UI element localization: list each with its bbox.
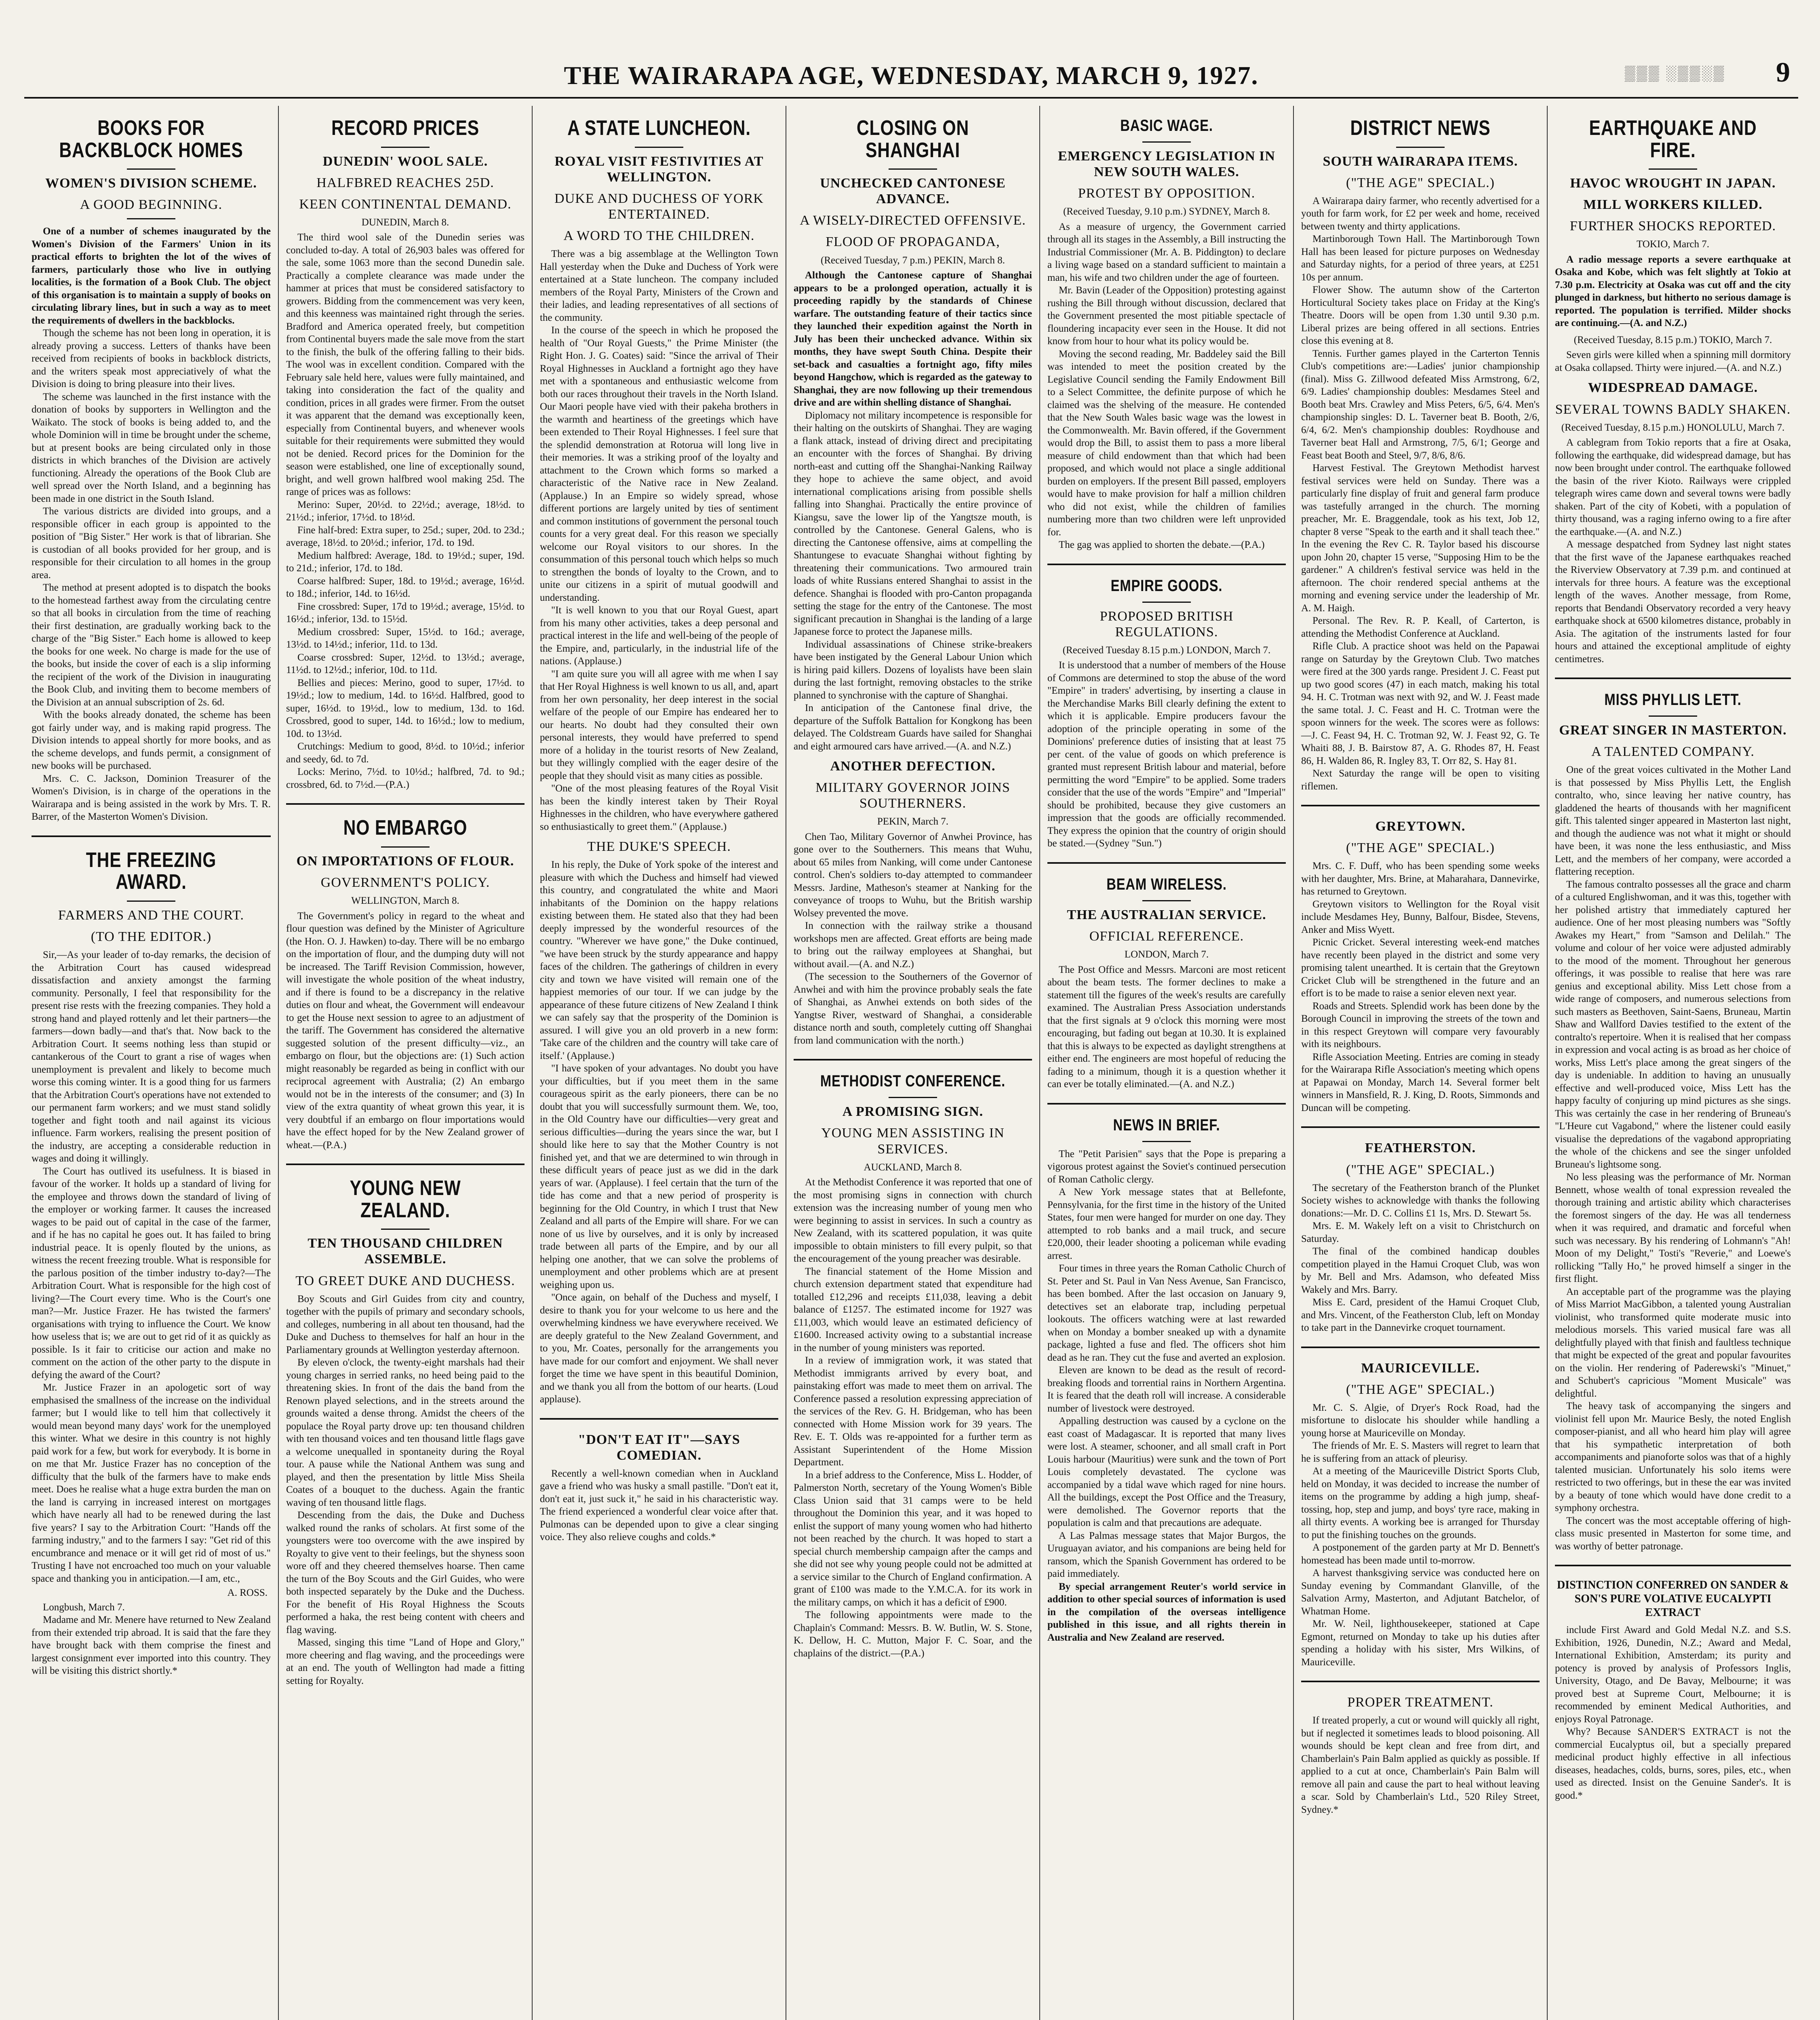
paragraph: A New York message states that at Bellefonte, Pennsylvania, for the first time in the history of the United States, four men were hanged for murder on one day. They attempted to rob banks and a mail truck, and secure £20,000, their leader shooting a policeman while evading arrest. bbox=[1047, 1187, 1286, 1261]
advertisement-text: include First Award and Gold Medal N.Z. and S.S. Exhibition, 1926, Dunedin, N.Z.; Award and Medal, International Exhibition, Amsterdam; its purity and potency is proved by analysis of Professors Inglis, University, Otago, and De Bavay, Melbourne; it was proved best at Supreme Court, Melbourne; it is recommended by eminent Medical Authorities, and enjoys Royal Patronage. bbox=[1555, 1624, 1791, 1725]
page-number: 9 bbox=[1776, 57, 1790, 88]
subheadline: GREYTOWN. bbox=[1375, 819, 1466, 834]
paragraph: Rifle Association Meeting. Entries are coming in steady for the Wairarapa Rifle Association's meeting which opens at Papawai on Monday, March 14. Several former belt winners in Mansfield, R. J. King, D. Roots, Simmonds and Duncan will be competing. bbox=[1301, 1051, 1540, 1113]
paragraph: A radio message reports a severe earthquake at Osaka and Kobe, which was felt slightly at Tokio at 7.30 p.m. Electricity at Osaka was cut off and the city plunged in darkness, but hitherto no serious damage is reported. The population is terrified. Milder shocks are continuing.—(A. and N.Z.) bbox=[1555, 254, 1791, 329]
paragraph: In anticipation of the Cantonese final drive, the departure of the Suffolk Battalion for Kongkong has been delayed. The Coldstream Guards have sailed for Shanghai and eight armoured cars have arrived.—(A. and N.Z.) bbox=[794, 703, 1032, 752]
dateline: LONDON, March 7. bbox=[1124, 949, 1209, 960]
section-divider bbox=[1555, 1565, 1791, 1566]
subheadline: FEATHERSTON. bbox=[1365, 1140, 1476, 1156]
paragraph: Mrs. E. M. Wakely left on a visit to Christchurch on Saturday. bbox=[1301, 1220, 1540, 1244]
paragraph: Individual assassinations of Chinese strike-breakers have been instigated by the General Labour Union which is hiring paid killers. Dozens of loyalists have been slain during the last fortnight, removing obstacles to the strike planned to synchronise with the capture of Shanghai. bbox=[794, 639, 1032, 701]
paragraph: Locks: Merino, 7½d. to 10½d.; halfbred, 7d. to 9d.; crossbred, 6d. to 7½d.—(P.A.) bbox=[286, 766, 525, 790]
paragraph: At the Methodist Conference it was reported that one of the most promising signs in connection with church extension was the increasing number of young men who were beginning to assist in services. In such a country as New Zealand, with its scattered population, it was quite impossible to obtain ministers to fill every pulpit, so that the encouragement of the young preacher was desirable. bbox=[794, 1177, 1032, 1265]
subheadline: KEEN CONTINENTAL DEMAND. bbox=[299, 196, 512, 212]
paragraph: A cablegram from Tokio reports that a fire at Osaka, following the earthquake, did widespread damage, but has now been brought under control. The earthquake followed the basin of the river Kioto. Railways were crippled telegraph wires came down and several towns were badly shaken. Part of the city of Kobeti, with a population of thirty thousand, was a raging inferno owing to a fire after the earthquake.—(A. and N.Z.) bbox=[1555, 437, 1791, 537]
subheadline: EMERGENCY LEGISLATION IN NEW SOUTH WALES. bbox=[1058, 149, 1275, 180]
paragraph: Personal. The Rev. R. P. Keall, of Carterton, is attending the Methodist Conference at Auckland. bbox=[1301, 615, 1540, 639]
subheadline: A GOOD BEGINNING. bbox=[80, 197, 223, 213]
paragraph: A Las Palmas message states that Major Burgos, the Uruguayan aviator, and his companions are being held for ransom, which the Spanish Government has ordered to be paid immediately. bbox=[1047, 1530, 1286, 1580]
section-divider bbox=[32, 835, 271, 837]
divider bbox=[635, 147, 683, 148]
headline: NO EMBARGO bbox=[343, 816, 468, 840]
paragraph: Madame and Mr. Menere have returned to New Zealand from their extended trip abroad. It is said that the fare they have brought back with them comprise the finest and largest consignment ever imported into this country. They will be visiting this district shortly.* bbox=[32, 1614, 271, 1677]
subheadline: A WISELY-DIRECTED OFFENSIVE. bbox=[800, 213, 1026, 228]
masthead bbox=[24, 57, 1798, 101]
subheadline: ROYAL VISIT FESTIVITIES AT WELLINGTON. bbox=[554, 154, 764, 185]
subheadline: GOVERNMENT'S POLICY. bbox=[320, 875, 490, 890]
paragraph: Appalling destruction was caused by a cyclone on the east coast of Madagascar. It is reported that many lives were lost. A steamer, schooner, and all small craft in Port Louis harbour (Mauritius) were sunk and the town of Port Louis completely devastated. The cyclone was accompanied by a tidal wave which raged for nine hours. All the buildings, except the Post Office and the Treasury, were demolished. The Governor reports that the population is calm and that precautions are adequate. bbox=[1047, 1416, 1286, 1529]
dateline: (Received Tuesday, 9.10 p.m.) SYDNEY, March 8. bbox=[1063, 206, 1270, 217]
subheadline: SEVERAL TOWNS BADLY SHAKEN. bbox=[1555, 402, 1791, 417]
paragraph: Martinborough Town Hall. The Martinborough Town Hall has been leased for picture purposes on Wednesday and Saturday nights, for a period of three years, at £251 10s per annum. bbox=[1301, 234, 1540, 283]
headline: NEWS IN BRIEF. bbox=[1113, 1116, 1220, 1134]
subheadline: HALFBRED REACHES 25D. bbox=[316, 175, 494, 190]
paragraph: The heavy task of accompanying the singers and violinist fell upon Mr. Maurice Besly, the noted English composer-pianist, and all who heard him play will agree that his sympathetic interpretation of both accompaniments and pianoforte solos was that of a highly talented musician. Unfortunately his solo items were restricted to two offerings, but in these the ear was invited by a beauty of tone which would have done credit to a symphony orchestra. bbox=[1555, 1401, 1791, 1514]
divider bbox=[889, 168, 937, 170]
subheadline: HAVOC WROUGHT IN JAPAN. bbox=[1570, 176, 1776, 191]
subheadline: TEN THOUSAND CHILDREN ASSEMBLE. bbox=[308, 1236, 503, 1267]
paragraph: Mr. Justice Frazer in an apologetic sort of way emphasised the smallness of the increase on the individual farmer; but I would like to tell him that collectively it would mean beyond many days' work for the unemployed this winter. What we desire in this country is not highly paid work for a few, but work for everybody. It is borne in on me that Mr. Justice Frazer has no conception of the difficulty that the bulk of the farmers have to make ends meet. Does he realise what a huge extra burden the man on the land is carrying in increased interest on mortgages which have nearly all had to be renewed during the last five years? I say to the Arbitration Court: "Hands off the farming industry," and to the farmers I say: "Get rid of this encumbrance and menace or it will get rid of most of us." Trusting I have not encroached too much on your valuable space and thanking you in anticipation.—I am, etc., bbox=[32, 1382, 271, 1584]
paragraph: The financial statement of the Home Mission and church extension department stated that expenditure had totalled £12,296 and receipts £11,038, leaving a debit balance of £1257. The estimated income for 1927 was £11,003, which would leave an estimated deficiency of £1600. Increased activity owing to a substantial increase in the number of young ministers was reported. bbox=[794, 1266, 1032, 1353]
paragraph: An acceptable part of the programme was the playing of Miss Marriot MacGibbon, a talented young Australian violinist, who transformed quite moderate music into melodious morsels. This varied musical fare was all delightfully played with that finish and faultless technique that might be expected of the great and popular favourites on the violin. Her rendering of Paderewski's "Minuet," and Schubert's capricious "Moment Musicale" was delightful. bbox=[1555, 1286, 1791, 1399]
paragraph: "Once again, on behalf of the Duchess and myself, I desire to thank you for your welcome to us here and the overwhelming kindness we have everywhere received. We are deeply grateful to the New Zealand Government, and to you, Mr. Coates, personally for the arrangements you have made for our comfort and enjoyment. We shall never forget the time we have spent in this beautiful Dominion, and we thank you all from the bottom of our hearts. (Loud applause). bbox=[540, 1292, 778, 1405]
divider bbox=[381, 846, 430, 848]
paragraph: It is understood that a number of members of the House of Commons are determined to stop the abuse of the word "Empire" in traders' advertising, by inserting a clause in the Merchandise Marks Bill clearly defining the extent to which it is applicable. Empire producers favour the adoption of the principle operating in some of the Dominions' preference duties of insisting that at least 75 per cent. of the value of goods on which preference is granted must represent British labour and material, before permitting the word "Empire" to be applied. Some traders consider that the use of the words "Empire" and "Imperial" should be prohibited, because they give customers an impression that the goods are officially recommended. They express the opinion that the country of origin should be stated.—(Sydney "Sun.") bbox=[1047, 660, 1286, 849]
column-3 bbox=[532, 106, 786, 2020]
headline: RECORD PRICES bbox=[331, 116, 480, 140]
subheadline: UNCHECKED CANTONESE ADVANCE. bbox=[820, 176, 1006, 207]
dateline: DUNEDIN, March 8. bbox=[361, 217, 449, 228]
subheadline: A WORD TO THE CHILDREN. bbox=[563, 228, 755, 243]
paragraph: The Court has outlived its usefulness. It is biased in favour of the worker. It holds up a standard of living for the employee and throws down the standard of living of the employer or working farmer. It causes the increased wages to be paid out of capital in the case of the farmer, and if he has no capital he goes out. It has failed to bring industrial peace. It is openly flouted by the unions, as witness the recent freezing trouble. What is responsible for the parlous position of the timber industry to-day?—The Arbitration Court. What is responsible for the high cost of living?—The Court every time. Who is the Court's one man?—Mr. Justice Frazer. He has twisted the farmers' organisations with trying to influence the Court. We know how useless that is; we are out to get rid of it as quickly as possible. Is it fair to criticise our action and make no comment on the action of the other party to the dispute in defying the award of the Court? bbox=[32, 1166, 271, 1380]
divider bbox=[1142, 900, 1191, 901]
paragraph: A Wairarapa dairy farmer, who recently advertised for a youth for farm work, for £2 per week and home, received between twenty and thirty applications. bbox=[1301, 195, 1540, 232]
headline: MISS PHYLLIS LETT. bbox=[1604, 691, 1742, 709]
divider bbox=[1142, 141, 1191, 143]
subheadline: (TO THE EDITOR.) bbox=[91, 929, 212, 945]
divider bbox=[1142, 1141, 1191, 1142]
paragraph: Mr. W. Neil, lighthousekeeper, stationed at Cape Egmont, returned on Monday to take up his duties after spending a holiday with his sister, Mrs Wilkins, of Mauriceville. bbox=[1301, 1618, 1540, 1668]
divider bbox=[889, 1097, 937, 1098]
paragraph: Though the scheme has not been long in operation, it is already proving a success. Letters of thanks have been received from recipients of books in backblock districts, and the writers speak most appreciatively of what the Division is doing to bring pleasure into their lives. bbox=[32, 328, 271, 390]
paragraph: Greytown visitors to Wellington for the Royal visit include Mesdames Hey, Bunny, Balfour, Bisdee, Stevens, Anker and Miss Wyett. bbox=[1301, 898, 1540, 935]
advertisement-heading: DISTINCTION CONFERRED ON SANDER & SON'S PURE VOLATIVE EUCALYPTI EXTRACT bbox=[1557, 1579, 1789, 1619]
headline: YOUNG NEW ZEALAND. bbox=[350, 1176, 461, 1222]
section-divider bbox=[540, 1418, 778, 1420]
dateline: (Received Tuesday, 8.15 p.m.) TOKIO, March 7. bbox=[1574, 334, 1772, 345]
dateline: (Received Tuesday, 7 p.m.) PEKIN, March 8. bbox=[821, 255, 1005, 266]
subheadline: SOUTH WAIRARAPA ITEMS. bbox=[1323, 154, 1518, 169]
subheadline: ("THE AGE" SPECIAL.) bbox=[1346, 840, 1495, 856]
column-4 bbox=[786, 106, 1039, 2020]
paragraph: The Government's policy in regard to the wheat and flour question was defined by the Minister of Agriculture (the Hon. O. J. Hawken) to-day. There will be no embargo on the importation of flour, and the dumping duty will not be increased. The Tariff Revision Commission, however, will investigate the whole position of the wheat industry, and if there is found to be a discrepancy in the relative duties on flour and wheat, the Government will endeavour to get the House next session to agree to an adjustment of the tariff. The Government has considered the alternative suggested solution of the present difficulty—viz., an embargo on flour, but the objections are: (1) Such action might reasonably be regarded as being in conflict with our reciprocal agreement with Australia; (2) An embargo would not be in the interests of the consumer; and (3) In view of the extra quantity of wheat grown this year, it is very doubtful if an embargo on flour importations would have the effect hoped for by the New Zealand grower of wheat.—(P.A.) bbox=[286, 910, 525, 1151]
section-divider bbox=[1301, 1347, 1540, 1348]
headline: THE FREEZING AWARD. bbox=[86, 848, 217, 894]
subheadline: DUKE AND DUCHESS OF YORK ENTERTAINED. bbox=[554, 191, 764, 222]
section-divider bbox=[1555, 678, 1791, 679]
paragraph: The famous contralto possesses all the grace and charm of a cultured Englishwoman, and it was this, together with her polished artistry that immediately captured her audience. One of her most pleasing numbers was "Softly Awakes my Heart," from "Samson and Delilah." The volume and colour of her voice were adjusted admirably to the mood of the moment. Throughout her generous offerings, it was possible to realise that here was rare genius and exceptional ability. Miss Lett chose from a wide range of composers, and numerous selections from such masters as Beethoven, Saint-Saens, Bruneau, Martin Shaw and Wallford Davies testified to the extent of the contralto's repertoire. When it is realised that her compass in expression and vocal acting is as broad as her choice of works, Miss Lett's place among the great singers of the day is undeniable. In addition to having an unusually effective and well-produced voice, Miss Lett has the happy faculty of conjuring up mind pictures as she sings. This was certainly the case in her rendering of Bruneau's "L'Heure cut Vagabond," where the listener could easily visualise the depredations of the vagabond appropriating the whole of the chickens and see the singer unfolded Bruneau's lightsome song. bbox=[1555, 879, 1791, 1170]
signature: A. ROSS. bbox=[227, 1587, 268, 1599]
section-divider bbox=[1301, 805, 1540, 806]
paragraph: Rifle Club. A practice shoot was held on the Papawai range on Saturday by the Greytown Club. Two matches were fired at the 300 yards range. President J. C. Feast put up two good scores (47) in each match, making his total 94. H. C. Trotman was next with 92, and W. J. Feast made the same total. J. C. Feast and H. C. Trotman were the spoon winners for the week. The scores were as follows:—J. C. Feast 94, H. C. Trotman 92, W. J. Feast 92, G. Te Whaiti 88, J. B. Bairstow 87, A. G. Rhodes 87, H. Feast 86, H. Walden 86, R. Ingley 83, T. Orr 82, S. Hay 81. bbox=[1301, 641, 1540, 766]
paragraph: One of a number of schemes inaugurated by the Women's Division of the Farmers' Union in its practical efforts to brighten the lot of the wives of farmers, particularly those who live in outlying localities, is the formation of a Book Club. The object of this organisation is to maintain a supply of books on circulating library lines, but in such a way as to meet the requirements of dwellers in the backblocks. bbox=[32, 226, 271, 326]
subheadline: A TALENTED COMPANY. bbox=[1591, 744, 1755, 760]
subheadline: GREAT SINGER IN MASTERTON. bbox=[1559, 723, 1787, 738]
section-divider bbox=[1301, 1681, 1540, 1682]
advertisement-text: Why? Because SANDER'S EXTRACT is not the commercial Eucalyptus oil, but a specially prepared medicinal product highly effective in all infectious diseases, headaches, colds, burns, sores, piles, etc., when used as directed. Insist on the Genuine Sander's. It is good.* bbox=[1555, 1726, 1791, 1801]
paragraph: Diplomacy not military incompetence is responsible for their halting on the outskirts of Shanghai. They are waging a flank attack, instead of driving direct and precipitating an encounter with the forces of Shanghai. By driving north-east and cutting off the Shanghai-Nanking Railway they hope to achieve the same object, and avoid international complications arising from possible shells falling into Shanghai. Practically the entire province of Kiangsu, save the lower lip of the Yangtsze mouth, is controlled by the Cantonese. General Galens, who is directing the Cantonese offensive, aims at compelling the Shantungese to evacuate Shanghai without fighting by threatening their communications. Two armoured train loads of white Russians entered Shanghai to assist in the defence. Shanghai is flooded with pro-Canton propaganda setting the stage for the entry of the Cantonese. The most significant precaution in Shanghai is the landing of a large Japanese force to protect the Japanese mills. bbox=[794, 410, 1032, 638]
dateline: PEKIN, March 7. bbox=[877, 816, 949, 827]
paragraph: No less pleasing was the performance of Mr. Norman Bennett, whose wealth of tonal expression revealed the thorough training and artistic ability which characterises the foremost singers of the day. He was all tenderness when it was required, and dramatic and forceful when such was necessary. By his rendering of Lohmann's "Ah! Moon of my Delight," Tosti's "Reverie," and Loewe's rollicking "Tally Ho," he proved himself a singer in the first flight. bbox=[1555, 1172, 1791, 1285]
masthead-rule bbox=[24, 97, 1798, 99]
paragraph: A postponement of the garden party at Mr D. Bennett's homestead has been made until to-morrow. bbox=[1301, 1542, 1540, 1566]
paragraph: Eleven are known to be dead as the result of record-breaking floods and torrential rains in Northern Argentina. It is feared that the death roll will increase. A considerable number of livestock were destroyed. bbox=[1047, 1365, 1286, 1414]
paragraph: With the books already donated, the scheme has been got fairly under way, and is making rapid progress. The Division intends to appeal shortly for more books, and as the scheme develops, and funds permit, a consignment of new books will be purchased. bbox=[32, 709, 271, 772]
section-divider bbox=[1301, 1126, 1540, 1128]
paragraph: Crutchings: Medium to good, 8½d. to 10½d.; inferior and seedy, 6d. to 7d. bbox=[286, 741, 525, 765]
subheadline: ("THE AGE" SPECIAL.) bbox=[1346, 175, 1495, 190]
column-1 bbox=[24, 106, 278, 2020]
headline: A STATE LUNCHEON. bbox=[567, 116, 751, 140]
paragraph: A message despatched from Sydney last night states that the first wave of the Japanese earthquakes reached the Riverview Observatory at 7.39 p.m. and continued at intervals for three hours. A feature was the exceptional length of the waves. Another message, from Rome, reports that Bendandi Observatory recorded a very heavy earthquake shock at 6500 kilometres distance, probably in Asia. The agitation of the instruments lasted for four hours and attained the exceptional amplitude of eighty centimetres. bbox=[1555, 539, 1791, 665]
paragraph: Medium halfbred: Average, 18d. to 19½d.; super, 19d. to 21d.; inferior, 17d. to 18d. bbox=[286, 550, 525, 574]
section-divider bbox=[1047, 564, 1286, 565]
dateline: WELLINGTON, March 8. bbox=[351, 895, 459, 907]
section-divider bbox=[1047, 1103, 1286, 1105]
paragraph: Coarse halfbred: Super, 18d. to 19½d.; average, 16½d. to 18d.; inferior, 14d. to 16½d. bbox=[286, 575, 525, 600]
headline: BOOKS FOR BACKBLOCK HOMES bbox=[59, 116, 243, 162]
subheadline: THE DUKE'S SPEECH. bbox=[587, 839, 731, 854]
divider bbox=[1649, 715, 1697, 717]
paragraph: Roads and Streets. Splendid work has been done by the Borough Council in improving the streets of the town and in this respect Greytown will compare very favourably with its neighbours. bbox=[1301, 1000, 1540, 1050]
subheadline: MILL WORKERS KILLED. bbox=[1583, 197, 1763, 213]
paragraph: Although the Cantonese capture of Shanghai appears to be a prolonged operation, actually it is proceeding rapidly by the standards of Chinese warfare. The outstanding feature of their tactics since they launched their expedition against the North in July has been their unchecked advance. Within six months, they have swept South China. Despite their set-back and casualties a fortnight ago, fifty miles beyond Hangchow, which is regarded as the gateway to Shanghai, they are now following up their tremendous drive and are within shelling distance of Shanghai. bbox=[794, 270, 1032, 408]
subheadline: A PROMISING SIGN. bbox=[842, 1104, 984, 1119]
subheadline: WIDESPREAD DAMAGE. bbox=[1588, 380, 1758, 396]
paragraph: Tennis. Further games played in the Carterton Tennis Club's competitions are:—Ladies' junior championship (final). Miss G. Zillwood defeated Miss Armstrong, 6/2, 6/9. Ladies' championship doubles: Mesdames Steel and Booth beat Mrs. Crawley and Miss Peters, 6/5, 6/4. Men's championship singles: D. L. Taverner beat B. Booth, 2/6, 6/4, 6/2. Men's championship doubles: Roydhouse and Taverner beat Hall and Armstrong, 7/5, 6/1; George and Feast beat Booth and Steel, 9/7, 8/6, 8/6. bbox=[1301, 348, 1540, 461]
paragraph: Fine crossbred: Super, 17d to 19½d.; average, 15½d. to 16½d.; inferior, 13d. to 15½d. bbox=[286, 601, 525, 625]
paragraph: In a review of immigration work, it was stated that Methodist immigrants arrived by every boat, and painstaking effort was made to meet them on arrival. The Conference passed a resolution expressing appreciation of the services of the Rev. G. H. Bridgeman, who has been connected with Home Mission work for 39 years. The Rev. E. T. Olds was re-appointed for a further term as Assistant Superintendent of the Home Mission Department. bbox=[794, 1355, 1032, 1468]
paragraph: Flower Show. The autumn show of the Carterton Horticultural Society takes place on Friday at the King's Theatre. Doors will be open from 1.30 until 9.30 p.m. Liberal prizes are being offered in all sections. Entries close this evening at 8. bbox=[1301, 284, 1540, 347]
divider bbox=[381, 1229, 430, 1230]
paragraph: In a brief address to the Conference, Miss L. Hodder, of Palmerston North, secretary of the Young Women's Bible Class Union said that 31 camps were to be held throughout the Dominion this year, and it was hoped to enlist the support of many young women who had hitherto not been reached by the church. It was hoped to start a special church membership campaign after the camps and she did not see why young people could not be admitted at a service similar to the Church of England confirmation. A grant of £100 was made to the Y.M.C.A. for its work in the military camps, on which it has a deficit of £900. bbox=[794, 1469, 1032, 1608]
section-divider bbox=[286, 803, 525, 805]
paragraph: Mr. C. S. Algie, of Dryer's Rock Road, had the misfortune to dislocate his shoulder while handling a young horse at Mauriceville on Monday. bbox=[1301, 1402, 1540, 1439]
section-divider bbox=[794, 1059, 1032, 1060]
subheadline: FLOOD OF PROPAGANDA, bbox=[826, 234, 1000, 250]
paragraph: (The secession to the Southerners of the Governor of Anwhei and with him the province probably seals the fate of Shanghai, as Anwhei extends on both sides of the Yangtse River, westward of Shanghai, a considerable distance north and south, completely cutting off Shanghai from land communication with the north.) bbox=[794, 971, 1032, 1046]
subheadline: PROTEST BY OPPOSITION. bbox=[1078, 186, 1255, 201]
divider bbox=[1396, 147, 1445, 148]
paragraph: In the course of the speech in which he proposed the health of "Our Royal Guests," the Prime Minister (the Right Hon. J. G. Coates) said: "Since the arrival of Their Royal Highnesses in Auckland a fortnight ago they have met with a spontaneous and enthusiastic welcome from both our races throughout their travels in the North Island. Our Maori people have vied with their pakeha brothers in the warmth and heartiness of the greetings which have been extended to Their Royal Highnesses. I feel sure that the splendid demonstration at Rotorua will long live in their memories. It was a striking proof of the loyalty and attachment to the Crown which forms so marked a characteristic of the Native race in New Zealand. (Applause.) In an Empire so widely spread, whose different portions are largely united by ties of sentiment and common institutions of government the personal touch counts for a very great deal. For this reason we specially welcome our Royal visitors to our shores. In the consummation of this personal touch which helps so much to strengthen the bonds of loyalty to the Crown, and to unite our citizens in a spirit of mutual goodwill and understanding. bbox=[540, 325, 778, 603]
paragraph: Mrs. C. C. Jackson, Dominion Treasurer of the Women's Division, is in charge of the operations in the Wairarapa and is being assisted in the work by Mrs. T. R. Barrer, of the Masterton Women's Division. bbox=[32, 773, 271, 823]
newspaper-title: THE WAIRARAPA AGE, WEDNESDAY, MARCH 9, 1927. bbox=[564, 61, 1259, 90]
paragraph: Four times in three years the Roman Catholic Church of St. Peter and St. Paul in Van Ness Avenue, San Francisco, has been bombed. After the last occasion on January 9, detectives set an elaborate trap, including perpetual lookouts. The officers watching were at last rewarded when on Monday a bomber sneaked up with a dynamite package, lighted a fuse and fled. The officers shot him dead as he ran. They cut the fuse and averted an explosion. bbox=[1047, 1263, 1286, 1363]
newspaper-columns bbox=[24, 106, 1798, 2020]
paragraph: The gag was applied to shorten the debate.—(P.A.) bbox=[1059, 539, 1265, 551]
subheadline: ON IMPORTATIONS OF FLOUR. bbox=[296, 853, 514, 869]
paragraph: Seven girls were killed when a spinning mill dormitory at Osaka collapsed. Thirty were injured.—(A. and N.Z.) bbox=[1555, 349, 1791, 373]
subheadline: "DON'T EAT IT"—SAYS COMEDIAN. bbox=[578, 1432, 740, 1463]
paragraph: Descending from the dais, the Duke and Duchess walked round the ranks of scholars. At first some of the youngsters were too overcome with the awe inspired by Royalty to give vent to their feelings, but the shyness soon wore off and they cheered themselves hoarse. Then came the turn of the Boy Scouts and the Girl Guides, who were both inspected separately by the Duke and the Duchess. For the benefit of His Royal Highness the Scouts performed a haka, the rest being content with cheers and flag waving. bbox=[286, 1510, 525, 1635]
divider bbox=[381, 147, 430, 148]
paragraph: In his reply, the Duke of York spoke of the interest and pleasure with which the Duchess and himself had viewed this country, and congratulated the white and Maori inhabitants of the Dominion on the happy relations existing between them. He stated also that they had been deeply impressed by the wonderful resources of the country. "Wherever we have gone," the Duke continued, "we have been struck by the sturdy appearance and happy faces of the children. The gatherings of children in every city and town we have visited will remain one of the happiest memories of our tour. If we can judge by the appearance of these future citizens of New Zealand I think we can safely say that the prosperity of the Dominion is assured. I will give you an old proverb in a new form: 'Take care of the children and the country will take care of itself.' (Applause.) bbox=[540, 859, 778, 1061]
paragraph: The final of the combined handicap doubles competition played in the Hamui Croquet Club, was won by Mr. Bell and Mrs. Adamson, who defeated Miss Wakely and Mrs. Barry. bbox=[1301, 1246, 1540, 1295]
dateline: (Received Tuesday, 8.15 p.m.) HONOLULU, March 7. bbox=[1561, 422, 1785, 433]
divider bbox=[127, 168, 175, 170]
paragraph: The friends of Mr. E. S. Masters will regret to learn that he is suffering from an attack of pleurisy. bbox=[1301, 1440, 1540, 1464]
paragraph: Recently a well-known comedian when in Auckland gave a friend who was husky a small pastille. "Don't eat it, don't eat it, just suck it," he said in his characteristic way. The friend experienced a wonderful clear voice after that. Pulmonas can be depended upon to give a clear singing voice. They also relieve coughs and colds.* bbox=[540, 1468, 778, 1543]
paragraph: "One of the most pleasing features of the Royal Visit has been the kindly interest taken by Their Royal Highnesses in the children, who have everywhere gathered so enthusiastically to greet them." (Applause.) bbox=[540, 783, 778, 832]
subheadline: PROPER TREATMENT. bbox=[1347, 1695, 1493, 1710]
column-2 bbox=[278, 106, 532, 2020]
paragraph: "I have spoken of your advantages. No doubt you have your difficulties, but if you meet them in the same courageous spirit as the early pioneers, there can be no doubt that you will successfully surmount them. We, too, in the Old Country have our difficulties—very great and serious difficulties—during the years since the war, but I should like here to say that the Mother Country is not finished yet, and that we are determined to win through in these difficult years of peace just as we did in the dark years of war. (Applause). I feel certain that the turn of the tide has come and that a new period of prosperity is beginning for the Old Country, in which I trust that New Zealand and all parts of the Empire will share. For we can none of us live by ourselves, and it is only by increased trade between all parts of the Empire, and by our all helping one another, that we can solve the problems of unemployment and other problems which are at present weighing upon us. bbox=[540, 1063, 778, 1290]
section-divider bbox=[286, 1164, 525, 1165]
subheadline: THE AUSTRALIAN SERVICE. bbox=[1067, 907, 1266, 922]
paragraph: The scheme was launched in the first instance with the donation of books by supporters in Wellington and the Waikato. The stock of books is being added to, and the whole Dominion will in time be brought under the scheme, but at present books are being circulated only in those districts in which branches of the Division are actively functioning. Already the operations of the Book Club are well spread over the North Island, and a beginning has been made in one district in the South Island. bbox=[32, 391, 271, 504]
paragraph: Mrs. C. F. Duff, who has been spending some weeks with her daughter, Mrs. Brine, at Maharahara, Dannevirke, has returned to Greytown. bbox=[1301, 861, 1540, 897]
subheadline: FARMERS AND THE COURT. bbox=[58, 908, 244, 923]
divider bbox=[1649, 168, 1697, 170]
paragraph: A harvest thanksgiving service was conducted here on Sunday evening by Commandant Glanville, of the Salvation Army, Masterton, and Adjutant Batchelor, of Whatman Home. bbox=[1301, 1568, 1540, 1617]
divider bbox=[127, 901, 175, 902]
headline: BEAM WIRELESS. bbox=[1106, 875, 1227, 893]
column-5 bbox=[1039, 106, 1293, 2020]
subheadline: MILITARY GOVERNOR JOINS SOUTHERNERS. bbox=[815, 780, 1010, 811]
paragraph: Merino: Super, 20½d. to 22½d.; average, 18½d. to 21½d.; inferior, 17½d. to 18½d. bbox=[286, 499, 525, 523]
subheadline: PROPOSED BRITISH REGULATIONS. bbox=[1100, 608, 1234, 640]
subheadline: DUNEDIN' WOOL SALE. bbox=[322, 154, 488, 169]
section-divider bbox=[1047, 862, 1286, 864]
subheadline: ("THE AGE" SPECIAL.) bbox=[1346, 1382, 1495, 1397]
dateline: (Received Tuesday 8.15 p.m.) LONDON, March 7. bbox=[1062, 644, 1271, 656]
paragraph: The secretary of the Featherston branch of the Plunket Society wishes to acknowledge with thanks the following donations:—Mr. D. C. Collins £1 1s, Mrs. D. Stewart 5s. bbox=[1301, 1182, 1540, 1219]
headline: DISTRICT NEWS bbox=[1350, 116, 1491, 140]
paragraph: The concert was the most acceptable offering of high-class music presented in Masterton for some time, and was worthy of better patronage. bbox=[1555, 1515, 1791, 1552]
paragraph: There was a big assemblage at the Wellington Town Hall yesterday when the Duke and Duchess of York were entertained at a State luncheon. The company included members of the Royal Party, Ministers of the Crown and their ladies, and leading representatives of all sections of the community. bbox=[540, 248, 778, 323]
headline: METHODIST CONFERENCE. bbox=[820, 1072, 1006, 1090]
headline: CLOSING ON SHANGHAI bbox=[856, 116, 969, 162]
subheadline: ANOTHER DEFECTION. bbox=[830, 759, 996, 774]
paragraph: "It is well known to you that our Royal Guest, apart from his many other activities, takes a deep personal and practical interest in the life and well-being of the people of the Empire, and, particularly, in the industrial life of the nations. (Applause.) bbox=[540, 605, 778, 667]
paragraph: By special arrangement Reuter's world service in addition to other special sources of information is used in the compilation of the overseas intelligence published in this issue, and all rights therein in Australia and New Zealand are reserved. bbox=[1047, 1581, 1286, 1643]
paragraph: Fine half-bred: Extra super, to 25d.; super, 20d. to 23d.; average, 18½d. to 20½d.; inferior, 17d. to 19d. bbox=[286, 524, 525, 549]
dateline: TOKIO, March 7. bbox=[1636, 239, 1710, 250]
subheadline: YOUNG MEN ASSISTING IN SERVICES. bbox=[821, 1126, 1005, 1157]
divider bbox=[1142, 602, 1191, 603]
paragraph: The "Petit Parisien" says that the Pope is preparing a vigorous protest against the Soviet's continued persecution of Roman Catholic clergy. bbox=[1047, 1148, 1286, 1185]
paragraph: Bellies and pieces: Merino, good to super, 17½d. to 19½d.; low to medium, 14d. to 16½d. Halfbred, good to super, 16½d. to 19½d., low to medium, 13d. to 16d. Crossbred, good to super, 14d. to 16½d.; low to medium, 10d. to 13½d. bbox=[286, 677, 525, 739]
paragraph: Coarse crossbred: Super, 12½d. to 13½d.; average, 11½d. to 12½d.; inferior, 10d. to 11d. bbox=[286, 652, 525, 676]
subheadline: ("THE AGE" SPECIAL.) bbox=[1346, 1162, 1495, 1177]
paragraph: The Post Office and Messrs. Marconi are most reticent about the beam tests. The former declines to make a statement till the figures of the week's results are carefully examined. The Australian Press Association understands that the first signals at 9 o'clock this morning were most encouraging, but fading out began at 10.30. It is explained that this is always to be expected as daylight strengthens at either end. The engineers are most hopeful of reducing the fading to a minimum, though it is a question whether it can ever be totally eliminated.—(A. and N.Z.) bbox=[1047, 964, 1286, 1090]
paragraph: The method at present adopted is to dispatch the books to the homestead farthest away from the circulating centre so that all books in circulation from the time of reaching their first destination, are gradually working back to the charge of the "Big Sister." Each home is allowed to keep the books for one week. No charge is made for the use of the books, but inside the cover of each is a slip informing the recipient of the work of the Division in inaugurating the Book Club, and inviting them to become members of the Division at an annual subscription of 2s. 6d. bbox=[32, 582, 271, 708]
paragraph: Harvest Festival. The Greytown Methodist harvest festival services were held on Sunday. There was a particularly fine display of fruit and general farm produce was tastefully arranged in the church. The morning preacher, Mr. E. Braggendale, took as his text, Job 12, chapter 8 verse "Speak to the earth and it shall teach thee." In the evening the Rev C. R. Taylor based his discourse upon John 20, chapter 15 verse, "Supposing Him to be the gardener." A children's festival service was held in the afternoon. The choir rendered special anthems at the morning and evening service under the leadership of Mr. A. M. Haigh. bbox=[1301, 463, 1540, 614]
subheadline: TO GREET DUKE AND DUCHESS. bbox=[295, 1273, 515, 1288]
paragraph: At a meeting of the Mauriceville District Sports Club, held on Monday, it was decided to increase the number of items on the programme by adding a high jump, sheaf-tossing, hop, step and jump, and boys' tyre race, making in all thirty events. A working bee is arranged for Thursday to put the finishing touches on the grounds. bbox=[1301, 1466, 1540, 1540]
dateline: Longbush, March 7. bbox=[43, 1601, 125, 1613]
subheadline: OFFICIAL REFERENCE. bbox=[1089, 929, 1244, 944]
paragraph: "I am quite sure you will all agree with me when I say that Her Royal Highness is well known to us all, and, apart from her own personality, her deep interest in the social welfare of the people of our Empire has endeared her to our hearts. No doubt had they consulted their own personal interests, they would have preferred to spend more of a holiday in the tourist resorts of New Zealand, but they willingly complied with the eager desire of the people that they should visit as many cities as possible. bbox=[540, 668, 778, 781]
paragraph: The various districts are divided into groups, and a responsible officer in each group is appointed to the position of "Big Sister." Her work is that of librarian. She is custodian of all books provided for her group, and is responsible for their circulation to all homes in the group area. bbox=[32, 506, 271, 581]
subheadline: FURTHER SHOCKS REPORTED. bbox=[1569, 219, 1776, 234]
paragraph: One of the great voices cultivated in the Mother Land is that possessed by Miss Phyllis Lett, the English contralto, who, since leaving her native country, has gladdened the hearts of thousands with her magnificent gift. This talented singer appeared in Masterton last night, and though the audience was not what it might or should have been, it was none the less enthusiastic, and Miss Lett, and the members of her company, were accorded a flattering reception. bbox=[1555, 764, 1791, 877]
subheadline: MAURICEVILLE. bbox=[1361, 1360, 1480, 1376]
divider bbox=[127, 218, 175, 219]
headline: EARTHQUAKE AND FIRE. bbox=[1589, 116, 1757, 162]
paragraph: Boy Scouts and Girl Guides from city and country, together with the pupils of primary and secondary schools, and colleges, numbering in all about ten thousand, had the Duke and Duchess to themselves for half an hour in the Parliamentary grounds at Wellington yesterday afternoon. bbox=[286, 1293, 525, 1355]
library-stamp: ▒▒▒ ░▒▒░▒ bbox=[1624, 65, 1725, 81]
paragraph: Next Saturday the range will be open to visiting riflemen. bbox=[1301, 768, 1540, 792]
paragraph: Moving the second reading, Mr. Baddeley said the Bill was intended to meet the position created by the Legislative Council sending the Family Endowment Bill to a Select Committee, the definite purpose of which he claimed was the shelving of the measure. He contended that the New South Wales basic wage was the lowest in the Commonwealth. Mr. Bavin offered, if the Government would drop the Bill, to assist them to pass a more liberal measure of child endowment than that which had been proposed, and which would not place a single additional burden on employers. If the present Bill passed, employers would have to make provision for half a million children who did not exist, while the children of families numbering more than two children were left unprovided for. bbox=[1047, 348, 1286, 538]
paragraph: Mr. Bavin (Leader of the Opposition) protesting against rushing the Bill through without discussion, declared that the Government presented the most pitiable spectacle of floundering incapacity ever seen in the House. It did not know from hour to hour what its policy would be. bbox=[1047, 285, 1286, 347]
dateline: AUCKLAND, March 8. bbox=[864, 1162, 962, 1173]
paragraph: If treated properly, a cut or wound will quickly all right, but if neglected it sometimes leads to blood poisoning. All wounds should be kept clean and free from dirt, and Chamberlain's Pain Balm applied as quickly as possible. If applied to a cut at once, Chamberlain's Pain Balm will remove all pain and cause the part to heal without leaving a scar. Sold by Chamberlain's Ltd., 520 Riley Street, Sydney.* bbox=[1301, 1715, 1540, 1815]
subheadline: WOMEN'S DIVISION SCHEME. bbox=[45, 176, 257, 191]
paragraph: Sir,—As your leader of to-day remarks, the decision of the Arbitration Court has caused widespread dissatisfaction and anxiety amongst the farming community. Personally, I feel that responsibility for the present rise rests with the freezing companies. They hold a strong hand and played rottenly and let their partners—the farmers—down badly—and that's that. Now back to the Arbitration Court. It seems nothing less than stupid or cantankerous of the Court to grant a rise of wages when unemployment is prevalent and likely to become much worse this coming winter. It is a good thing for us farmers that the Arbitration Court's operations have not extended to our permanent farm workers; and we must stand solidly together and fight tooth and nail against its vicious influence. Farm workers, realising the present position of the industry, are accepting a considerable reduction in wages and doing it willingly. bbox=[32, 949, 271, 1164]
headline: BASIC WAGE. bbox=[1120, 117, 1213, 135]
paragraph: Miss E. Card, president of the Hamui Croquet Club, and Mrs. Vincent, of the Featherston Club, left on Monday to take part in the Dannevirke croquet tournament. bbox=[1301, 1297, 1540, 1334]
paragraph: In connection with the railway strike a thousand workshops men are affected. Great efforts are being made to bring out the railway employees at Shanghai, but without avail.—(A. and N.Z.) bbox=[794, 920, 1032, 970]
paragraph: Chen Tao, Military Governor of Anwhei Province, has gone over to the Southerners. This means that Wuhu, about 65 miles from Nanking, will come under Cantonese control. Chen's soldiers to-day attempted to commandeer Messrs. Jardine, Matheson's steamer at Nanking for the conveyance of troops to Wuhu, but the British warship Wolsey prevented the move. bbox=[794, 831, 1032, 919]
column-6 bbox=[1293, 106, 1547, 2020]
paragraph: The third wool sale of the Dunedin series was concluded to-day. A total of 26,903 bales was offered for the sale, some 1063 more than the second Dunedin sale. Practically a complete clearance was made under the hammer at prices that must be considered satisfactory to growers. Bidding from the commencement was very keen, and this keenness was maintained right through the series. Bradford and America operated freely, but competition from Continental buyers made the sale move from the start to the finish, the bulk of the offering falling to their bids. The wool was in excellent condition. Compared with the February sale held here, values were fully maintained, and taking into consideration the fact of the quality and condition, prices in all grades were firmer. From the outset it was apparent that the demand was exceptionally keen, especially from Continental buyers, and whenever wools suitable for their requirements were submitted they would not be denied. Record prices for the Dominion for the season were established, one line of exceptionally sound, bright, and well grown halfbred wool making 25d. The range of prices was as follows: bbox=[286, 232, 525, 498]
paragraph: As a measure of urgency, the Government carried through all its stages in the Assembly, a Bill instructing the Industrial Commissioner (Mr. A. B. Piddington) to declare a living wage based on a standard sufficient to maintain a man, his wife and two children under the age of fourteen. bbox=[1047, 221, 1286, 283]
paragraph: Massed, singing this time "Land of Hope and Glory," more cheering and flag waving, and the proceedings were at an end. The youth of Wellington had made a fitting setting for Royalty. bbox=[286, 1637, 525, 1686]
paragraph: The following appointments were made to the Chaplain's Command: Messrs. B. W. Butlin, W. S. Stone, K. Dellow, H. C. Mutton, Major F. C. Soar, and the chaplains of the district.—(P.A.) bbox=[794, 1610, 1032, 1659]
paragraph: Picnic Cricket. Several interesting week-end matches have recently been played in the district and some very promising talent unearthed. It is certain that the Greytown Cricket Club will be strengthened in the future and an effort is to be made to raise a senior eleven next year. bbox=[1301, 937, 1540, 999]
paragraph: By eleven o'clock, the twenty-eight marshals had their young charges in serried ranks, no heed being paid to the threatening skies. In front of the dais the band from the Renown played selections, and in the streets around the grounds waited a dense throng. Amidst the cheers of the populace the Royal party drove up: ten thousand children with ten thousand voices and ten thousand little flags gave a welcome unequalled in spontaneity during the Royal tour. A pause while the National Anthem was sung and played, and then the presentation by little Miss Sheila Coates of a bouquet to the duchess. Again the frantic waving of ten thousand little flags. bbox=[286, 1357, 525, 1508]
headline: EMPIRE GOODS. bbox=[1110, 577, 1223, 595]
paragraph: Medium crossbred: Super, 15½d. to 16d.; average, 13½d. to 14½d.; inferior, 11d. to 13d. bbox=[286, 626, 525, 650]
column-7 bbox=[1547, 106, 1798, 2020]
